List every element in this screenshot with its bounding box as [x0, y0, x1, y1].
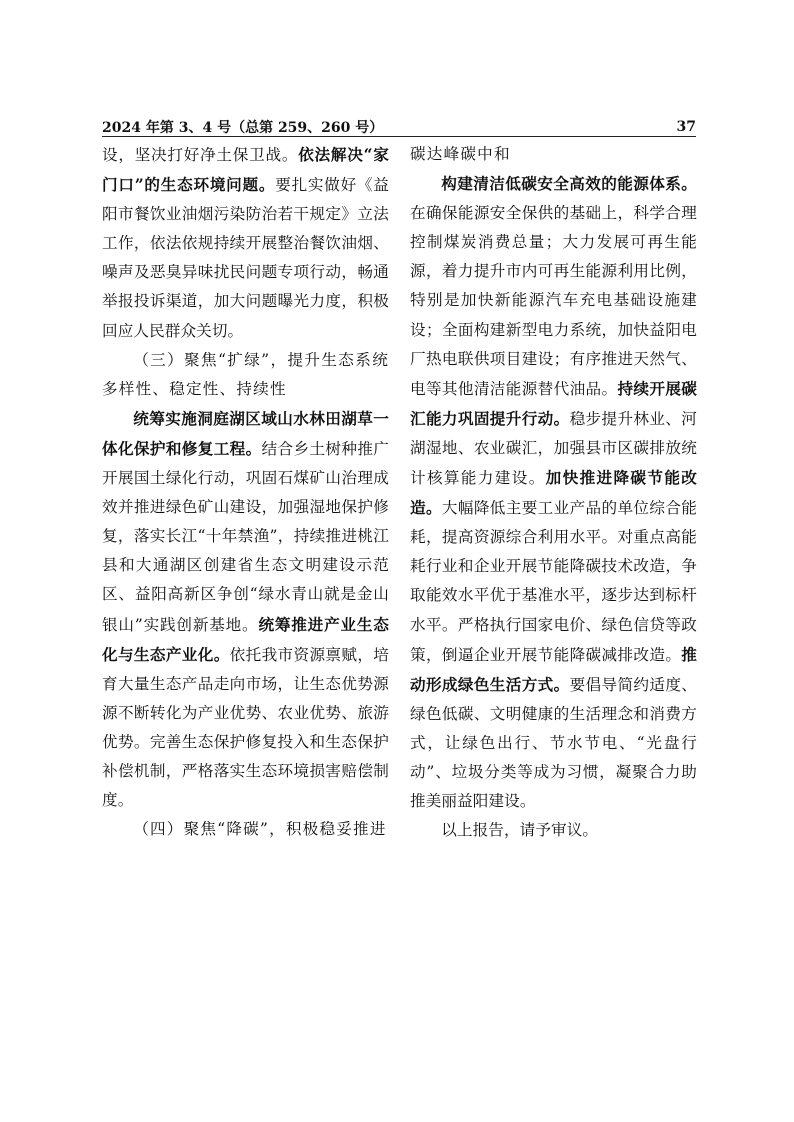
- running-header: [102, 116, 696, 138]
- bold-lead: 依法解决“家门口”的生态环境问题。: [102, 145, 389, 195]
- text-run: 在确保能源安全保供的基础上，科学合理控制煤炭消费总量；大力发展可再生能源，着力提升市内可再生能源利用比例，特别是加快新能源汽车充电基础设施建设；全面构建新型电力系统，加快益阳电厂热电联供项目建设；有序推进天然气、电等其他清洁能源替代油品。: [410, 204, 697, 398]
- right-column: [410, 140, 697, 845]
- text-run: 设，坚决打好净土保卫战。: [102, 146, 299, 164]
- paragraph-energy-system: [410, 169, 697, 816]
- issue-label: 2024 年第 3、4 号（总第 259、260 号）: [102, 120, 384, 136]
- text-run: 要扎实做好《益阳市餐饮业油烟污染防治若干规定》立法工作，依法依规持续开展整治餐饮油烟、噪声及恶臭异味扰民问题专项行动，畅通举报投诉渠道，加大问题曝光力度，积极回应人民群众关切。: [102, 176, 390, 340]
- text-run: 大幅降低主要工业产品的单位综合能耗，提高资源综合利用水平。对重点高能耗行业和企业开展节能降碳技术改造，争取能效水平优于基准水平，逐步达到标杆水平。严格执行国家电价、绿色信贷等政策，倒逼企业开展节能降碳减排改造。: [410, 499, 697, 664]
- text-run: 要倡导简约适度、绿色低碳、文明健康的生活理念和消费方式，让绿色出行、节水节电、“光盘行动”、垃圾分类等成为习惯，凝聚合力助推美丽益阳建设。: [410, 675, 697, 811]
- section-heading-greening: （三）聚焦“扩绿”，提升生态系统多样性、稳定性、持续性: [102, 350, 389, 398]
- closing-sentence: 以上报告，请予审议。: [441, 821, 599, 840]
- text-run: 依托我市资源禀赋，培育大量生态产品走向市场，让生态优势源源不断转化为产业优势、农业优势、旅游优势。完善生态保护修复投入和生态保护补偿机制，严格落实生态环境损害赔偿制度。: [102, 645, 389, 810]
- bold-lead: 持续开展碳汇能力巩固提升行动。: [410, 378, 697, 428]
- bold-lead: 构建清洁低碳安全高效的能源体系。: [441, 174, 697, 194]
- text-run: 稳步提升林业、河湖湿地、农业碳汇，加强县市区碳排放统计核算能力建设。: [410, 409, 697, 488]
- header-divider: [102, 136, 696, 137]
- text-run: 结合乡土树种推广开展国土绿化行动，巩固石煤矿山治理成效并推进绿色矿山建设，加强湿地保护修复，落实长江“十年禁渔”，持续推进桃江县和大通湖区创建省生态文明建设示范区、益阳高新区争创“绿水青山就是金山银山”实践创新基地。: [102, 439, 389, 634]
- bold-lead: 统筹推进产业生态化与生态产业化。: [102, 614, 389, 664]
- paragraph-soil-and-doorstep: [102, 140, 389, 346]
- bold-lead: 统筹实施洞庭湖区域山水林田湖草一体化保护和修复工程。: [102, 408, 389, 458]
- section-heading-carbon-line1: （四）聚焦“降碳”，积极稳妥推进: [133, 820, 387, 839]
- left-column: [102, 140, 389, 844]
- section-heading-carbon-line2: 碳达峰碳中和: [410, 145, 511, 163]
- page-number: 37: [676, 119, 696, 135]
- paragraph-ecosystem-restoration: [102, 404, 389, 815]
- bold-lead: 加快推进降碳节能改造。: [410, 468, 697, 518]
- bold-lead: 推动形成绿色生活方式。: [410, 644, 697, 694]
